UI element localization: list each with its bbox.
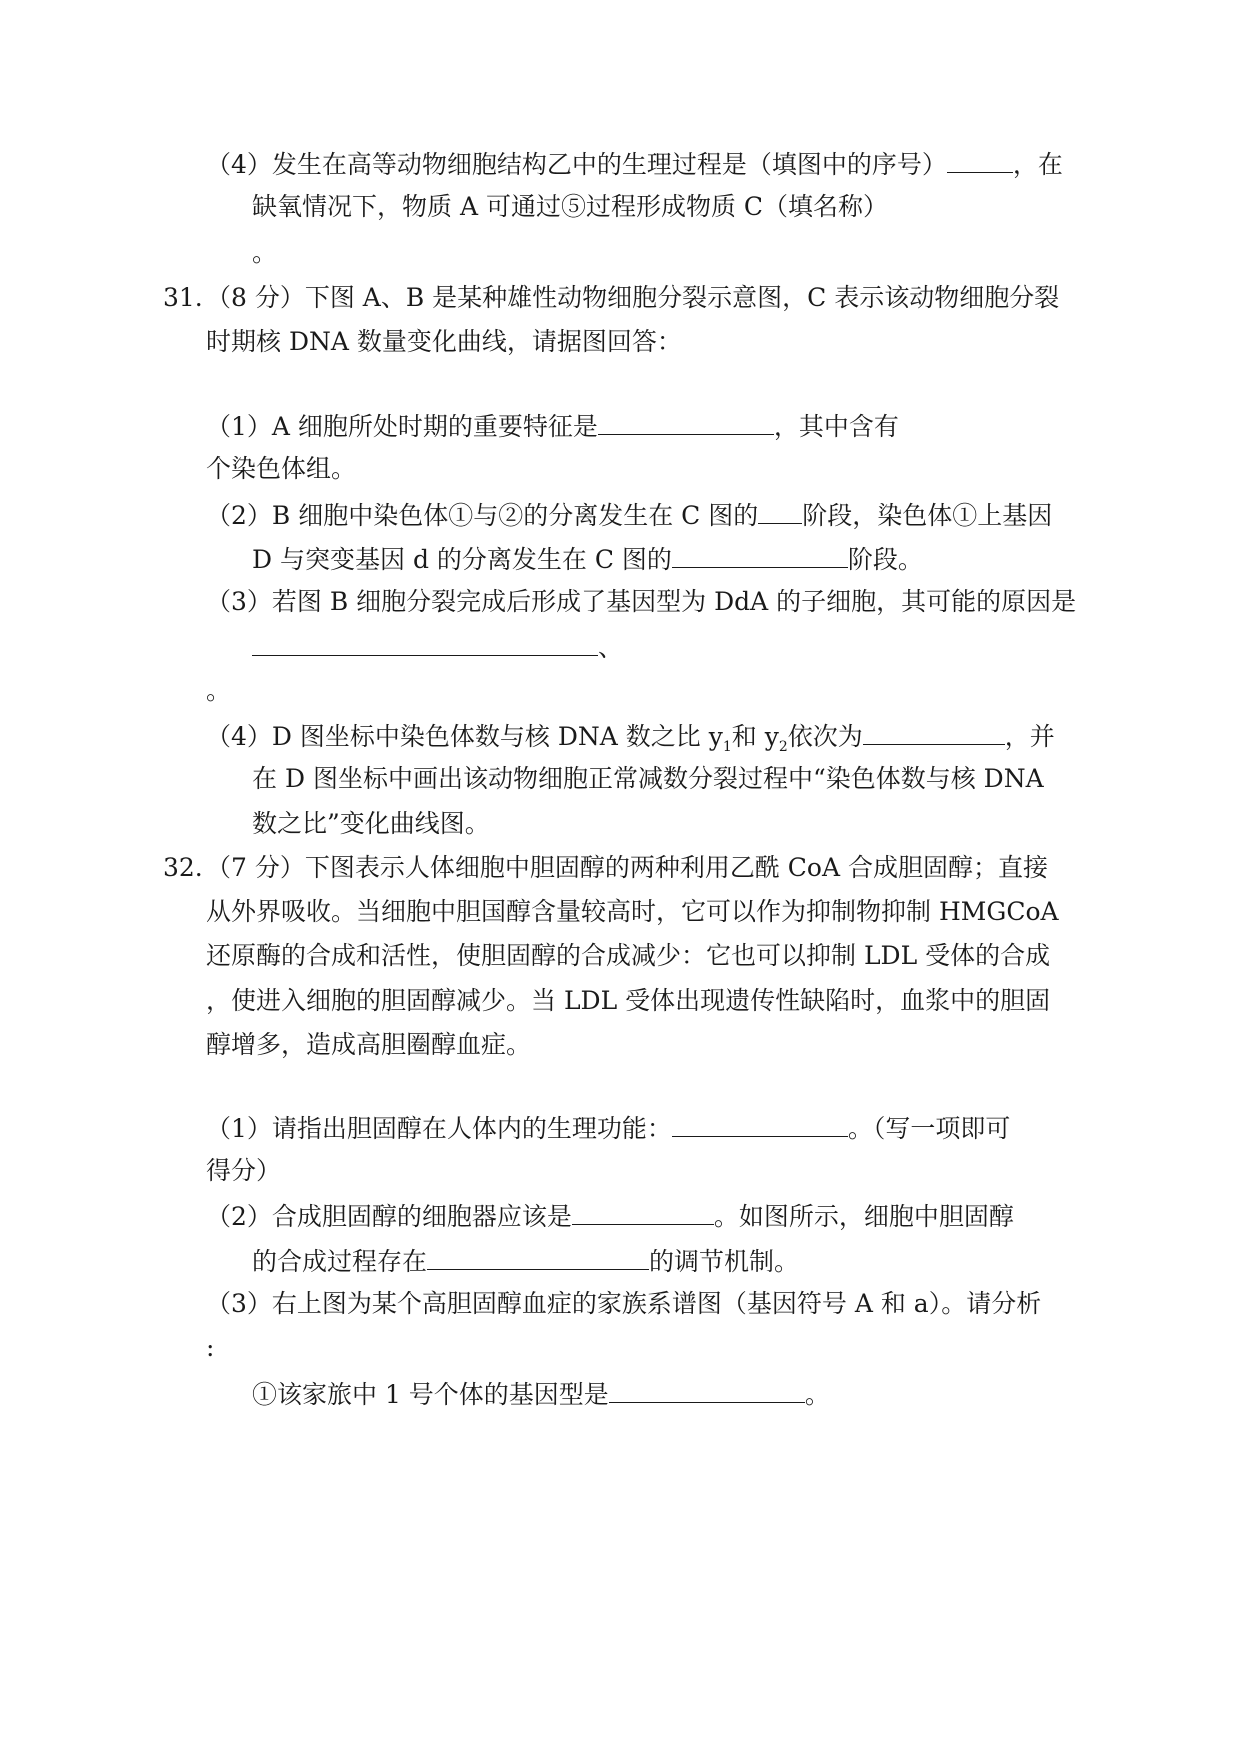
- q32-p2-text-a: （2）合成胆固醇的细胞器应该是: [206, 1202, 572, 1231]
- q32-p2-text-b: 。如图所示，细胞中胆固醇: [713, 1202, 1014, 1231]
- q32-p3-blank-1[interactable]: [609, 1376, 805, 1403]
- q32-intro-2: [206, 895, 1059, 929]
- q31-p2-text-d: 阶段。: [847, 545, 923, 574]
- q31-p4-sub-2: 2: [778, 739, 788, 755]
- q31-intro-2-text: 时期核 DNA 数量变化曲线，请据图回答：: [206, 327, 682, 356]
- q32-p2-line1: [206, 1198, 1014, 1234]
- q31-p2-line1: [206, 497, 1052, 533]
- q30-4-text-b: ，在: [1012, 150, 1063, 179]
- q32-intro-3: [206, 939, 1050, 973]
- q31-p3-line3: [206, 674, 231, 708]
- q32-p3-line1: [206, 1287, 1041, 1321]
- q32-p3-text-d: 。: [804, 1380, 830, 1409]
- q31-p4-sub-1: 1: [722, 739, 732, 755]
- q31-p4-line3: [252, 807, 490, 841]
- q32-intro-5: [206, 1028, 531, 1062]
- q31-p3-line2: [252, 629, 623, 665]
- q32-p2-text-d: 的调节机制。: [649, 1247, 800, 1276]
- q32-intro-5-text: 醇增多，造成高胆圈醇血症。: [206, 1030, 532, 1059]
- q30-4-line2: [252, 190, 888, 224]
- q31-p2-blank-1[interactable]: [758, 497, 802, 524]
- q31-p2-text-c: D 与突变基因 d 的分离发生在 C 图的: [252, 545, 672, 574]
- q32-p1-text-c: 得分）: [206, 1156, 282, 1185]
- q31-p1-line2: [206, 452, 356, 486]
- q32-p3-text-a: （3）右上图为某个高胆固醇血症的家族系谱图（基因符号 A 和 a）。请分析: [206, 1289, 1042, 1318]
- q30-4-text-d: 。: [252, 238, 278, 267]
- q32-intro-2-text: 从外界吸收。当细胞中胆国醇含量较高时，它可以作为抑制物抑制 HMGCoA: [206, 897, 1059, 926]
- q31-p1-text-b: ，其中含有: [773, 412, 899, 441]
- q31-p3-text-b: 、: [598, 633, 624, 662]
- q32-number-text: 32.: [163, 853, 203, 882]
- q32-p1-text-a: （1）请指出胆固醇在人体内的生理功能：: [206, 1114, 672, 1143]
- q31-p4-text-e: 数之比”变化曲线图。: [252, 809, 490, 838]
- q32-intro-4: [206, 984, 1050, 1018]
- q31-p1-text-c: 个染色体组。: [206, 454, 357, 483]
- q32-intro-1: [206, 851, 1048, 885]
- q31-p2-text-b: 阶段，染色体①上基因: [802, 501, 1053, 530]
- q32-p1-line1: [206, 1110, 1010, 1146]
- q32-intro-4-text: ，使进入细胞的胆固醇减少。当 LDL 受体出现遗传性缺陷时，血浆中的胆固: [206, 986, 1051, 1015]
- q32-number: [163, 851, 203, 885]
- q31-p4-line2: [252, 762, 1044, 796]
- q32-p2-line2: [252, 1243, 799, 1279]
- q32-intro-3-text: 还原酶的合成和活性，使胆固醇的合成减少：它也可以抑制 LDL 受体的合成: [206, 941, 1051, 970]
- q31-p3-text-c: 。: [206, 676, 232, 705]
- q30-4-line3: [252, 236, 277, 270]
- q31-intro-1-text: （8 分）下图 A、B 是某种雄性动物细胞分裂示意图，C 表示该动物细胞分裂: [206, 283, 1060, 312]
- q32-p2-blank-1[interactable]: [572, 1198, 714, 1225]
- q31-number-text: 31.: [163, 283, 203, 312]
- q31-p4-text-a: （4）D 图坐标中染色体数与核 DNA 数之比 y: [206, 722, 723, 751]
- q31-p2-text-a: （2）B 细胞中染色体①与②的分离发生在 C 图的: [206, 501, 759, 530]
- q30-4-text-c: 缺氧情况下，物质 A 可通过⑤过程形成物质 C（填名称）: [252, 192, 889, 221]
- q31-intro-2: [206, 325, 682, 359]
- q31-p1-text-a: （1）A 细胞所处时期的重要特征是: [206, 412, 598, 441]
- q31-p4-text-and: 和 y: [731, 722, 779, 751]
- q32-p1-text-b: 。（写一项即可: [847, 1114, 1011, 1143]
- q31-number: [163, 281, 203, 315]
- q32-p1-line2: [206, 1154, 281, 1188]
- q31-p4-text-d: 在 D 图坐标中画出该动物细胞正常减数分裂过程中“染色体数与核 DNA: [252, 764, 1044, 793]
- q30-4-text-a: （4）发生在高等动物细胞结构乙中的生理过程是（填图中的序号）: [206, 150, 947, 179]
- q30-4-line1: [206, 146, 1063, 182]
- q31-p3-text-a: （3）若图 B 细胞分裂完成后形成了基因型为 DdA 的子细胞，其可能的原因是: [206, 587, 1077, 616]
- q32-p2-blank-2[interactable]: [427, 1243, 649, 1270]
- q31-p1-line1: [206, 408, 899, 444]
- q32-p2-text-c: 的合成过程存在: [252, 1247, 428, 1276]
- q31-p4-text-c: ，并: [1004, 722, 1055, 751]
- q31-p4-blank-1[interactable]: [863, 718, 1005, 745]
- q31-p4-text-b: 依次为: [787, 722, 863, 751]
- q31-p4-line1: [206, 718, 1055, 754]
- q30-4-blank-1[interactable]: [947, 146, 1013, 173]
- q31-p3-blank-1[interactable]: [252, 629, 598, 656]
- q32-p1-blank-1[interactable]: [672, 1110, 848, 1137]
- q32-p3-line2: [206, 1331, 214, 1365]
- q32-p3-text-b: :: [206, 1333, 215, 1362]
- q31-p1-blank-1[interactable]: [598, 408, 774, 435]
- q32-p3-text-c: ①该家旅中 1 号个体的基因型是: [252, 1380, 609, 1409]
- q31-intro-1: [206, 281, 1059, 315]
- q32-p3-line3: [252, 1376, 830, 1412]
- q31-p2-blank-2[interactable]: [672, 541, 848, 568]
- q31-p3-line1: [206, 585, 1076, 619]
- q31-p2-line2: [252, 541, 923, 577]
- q32-intro-1-text: （7 分）下图表示人体细胞中胆固醇的两种利用乙酰 CoA 合成胆固醇；直接: [206, 853, 1048, 882]
